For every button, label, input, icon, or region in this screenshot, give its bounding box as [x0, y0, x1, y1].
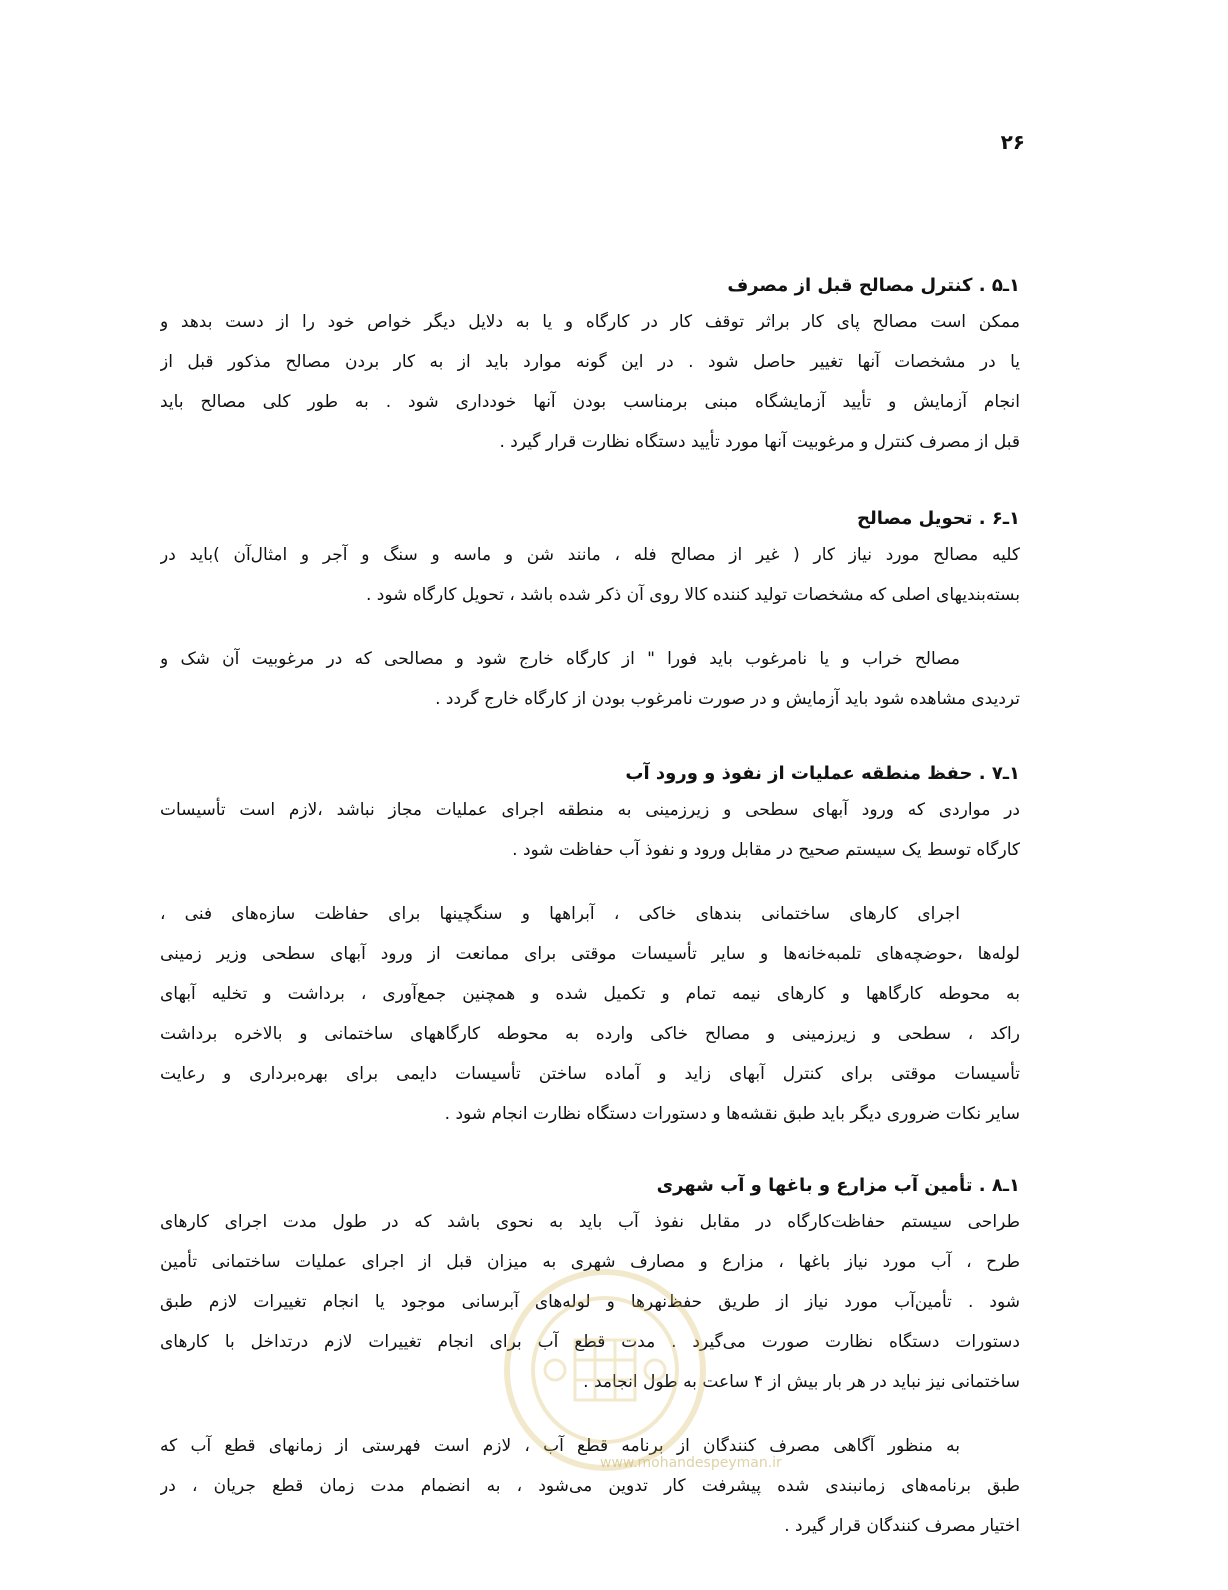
- text-line: قبل از مصرف کنترل و مرغوبیت آنها مورد تأیید دستگاه نظارت قرار گیرد .: [499, 432, 1020, 452]
- text-line: دستورات دستگاه نظارت صورت می‌گیرد . مدت قطع آب برای انجام تغییرات لازم درتداخل با کارهای: [160, 1332, 1020, 1352]
- page-number: ۲۶: [1000, 130, 1025, 154]
- text-line: اختیار مصرف کنندگان قرار گیرد .: [784, 1516, 1020, 1536]
- text-line: مصالح خراب و یا نامرغوب باید فورا " از کارگاه خارج شود و مصالحی که در مرغوبیت آن شک و: [160, 649, 960, 669]
- watermark-url: www.mohandespeyman.ir: [600, 1455, 782, 1471]
- text-line: در مواردی که ورود آبهای سطحی و زیرزمینی به منطقه اجرای عملیات مجاز نباشد ،لازم است تأسیسات: [160, 800, 1020, 820]
- text-line: اجرای کارهای ساختمانی بندهای خاکی ، آبراهها و سنگچینها برای حفاظت سازه‌های فنی ،: [160, 904, 960, 924]
- text-line: به محوطه کارگاهها و کارهای نیمه تمام و تکمیل شده و همچنین جمع‌آوری ، برداشت و تخلیه آبهای: [160, 984, 1020, 1004]
- section-1-6: [160, 503, 1020, 719]
- text-line: کلیه مصالح مورد نیاز کار ( غیر از مصالح فله ، مانند شن و ماسه و سنگ و آجر و امثال‌آن )باید در: [160, 545, 1020, 565]
- text-line: شود . تأمین‌آب مورد نیاز از طریق حفظ‌نهرها و لوله‌های آبرسانی موجود یا انجام تغییرات لازم طبق: [160, 1292, 1020, 1312]
- text-line: یا در مشخصات آنها تغییر حاصل شود . در این گونه موارد باید از به کار بردن مصالح مذکور قبل از: [160, 352, 1020, 372]
- text-line: سایر نکات ضروری دیگر باید طبق نقشه‌ها و دستورات دستگاه نظارت انجام شود .: [444, 1104, 1020, 1124]
- text-line: کارگاه توسط یک سیستم صحیح در مقابل ورود و نفوذ آب حفاظت شود .: [512, 840, 1020, 860]
- text-line: لوله‌ها ،حوضچه‌های تلمبه‌خانه‌ها و سایر تأسیسات موقتی برای ممانعت از ورود آبهای سطحی وزیر زمینی: [160, 944, 1020, 964]
- text-line: طراحی سیستم حفاظت‌کارگاه در مقابل نفوذ آب باید به نحوی باشد که در طول مدت اجرای کارهای: [160, 1212, 1020, 1232]
- section-heading: ۱ـ۷ . حفظ منطقه عملیات از نفوذ و ورود آب: [625, 763, 1020, 784]
- section-1-5: [160, 270, 1020, 462]
- section-heading: ۱ـ۸ . تأمین آب مزارع و باغها و آب شهری: [656, 1175, 1020, 1196]
- section-heading: ۱ـ۵ . کنترل مصالح قبل از مصرف: [727, 275, 1020, 296]
- section-1-8: [160, 1170, 1020, 1546]
- text-line: طبق برنامه‌های زمانبندی شده پیشرفت کار تدوین می‌شود ، به انضمام مدت زمان قطع جریان ، در: [160, 1476, 1020, 1496]
- text-line: طرح ، آب مورد نیاز باغها ، مزارع و مصارف شهری به میزان قبل از اجرای عملیات ساختمانی تأمین: [160, 1252, 1020, 1272]
- text-line: به منظور آگاهی مصرف کنندگان از برنامه قطع آب ، لازم است فهرستی از زمانهای قطع آب که: [160, 1436, 960, 1456]
- text-line: راکد ، سطحی و زیرزمینی و مصالح خاکی وارده به محوطه کارگاههای ساختمانی و بالاخره برداشت: [160, 1024, 1020, 1044]
- section-heading: ۱ـ۶ . تحویل مصالح: [856, 508, 1020, 529]
- text-line: تأسیسات موقتی برای کنترل آبهای زاید و آماده ساختن تأسیسات دایمی برای بهره‌برداری و رعایت: [160, 1064, 1020, 1084]
- text-line: ساختمانی نیز نباید در هر بار بیش از ۴ ساعت به طول انجامد .: [583, 1372, 1020, 1392]
- text-line: تردیدی مشاهده شود باید آزمایش و در صورت نامرغوب بودن از کارگاه خارج گردد .: [435, 689, 1020, 709]
- text-line: ممکن است مصالح پای کار براثر توقف کار در کارگاه و یا به دلایل دیگر خواص خود را از دست بدهد و: [160, 312, 1020, 332]
- text-line: بسته‌بندیهای اصلی که مشخصات تولید کننده کالا روی آن ذکر شده باشد ، تحویل کارگاه شود .: [365, 585, 1020, 605]
- section-1-7: [160, 758, 1020, 1134]
- text-line: انجام آزمایش و تأیید آزمایشگاه مبنی برمناسب بودن آنها خودداری شود . به طور کلی مصالح باید: [160, 392, 1020, 412]
